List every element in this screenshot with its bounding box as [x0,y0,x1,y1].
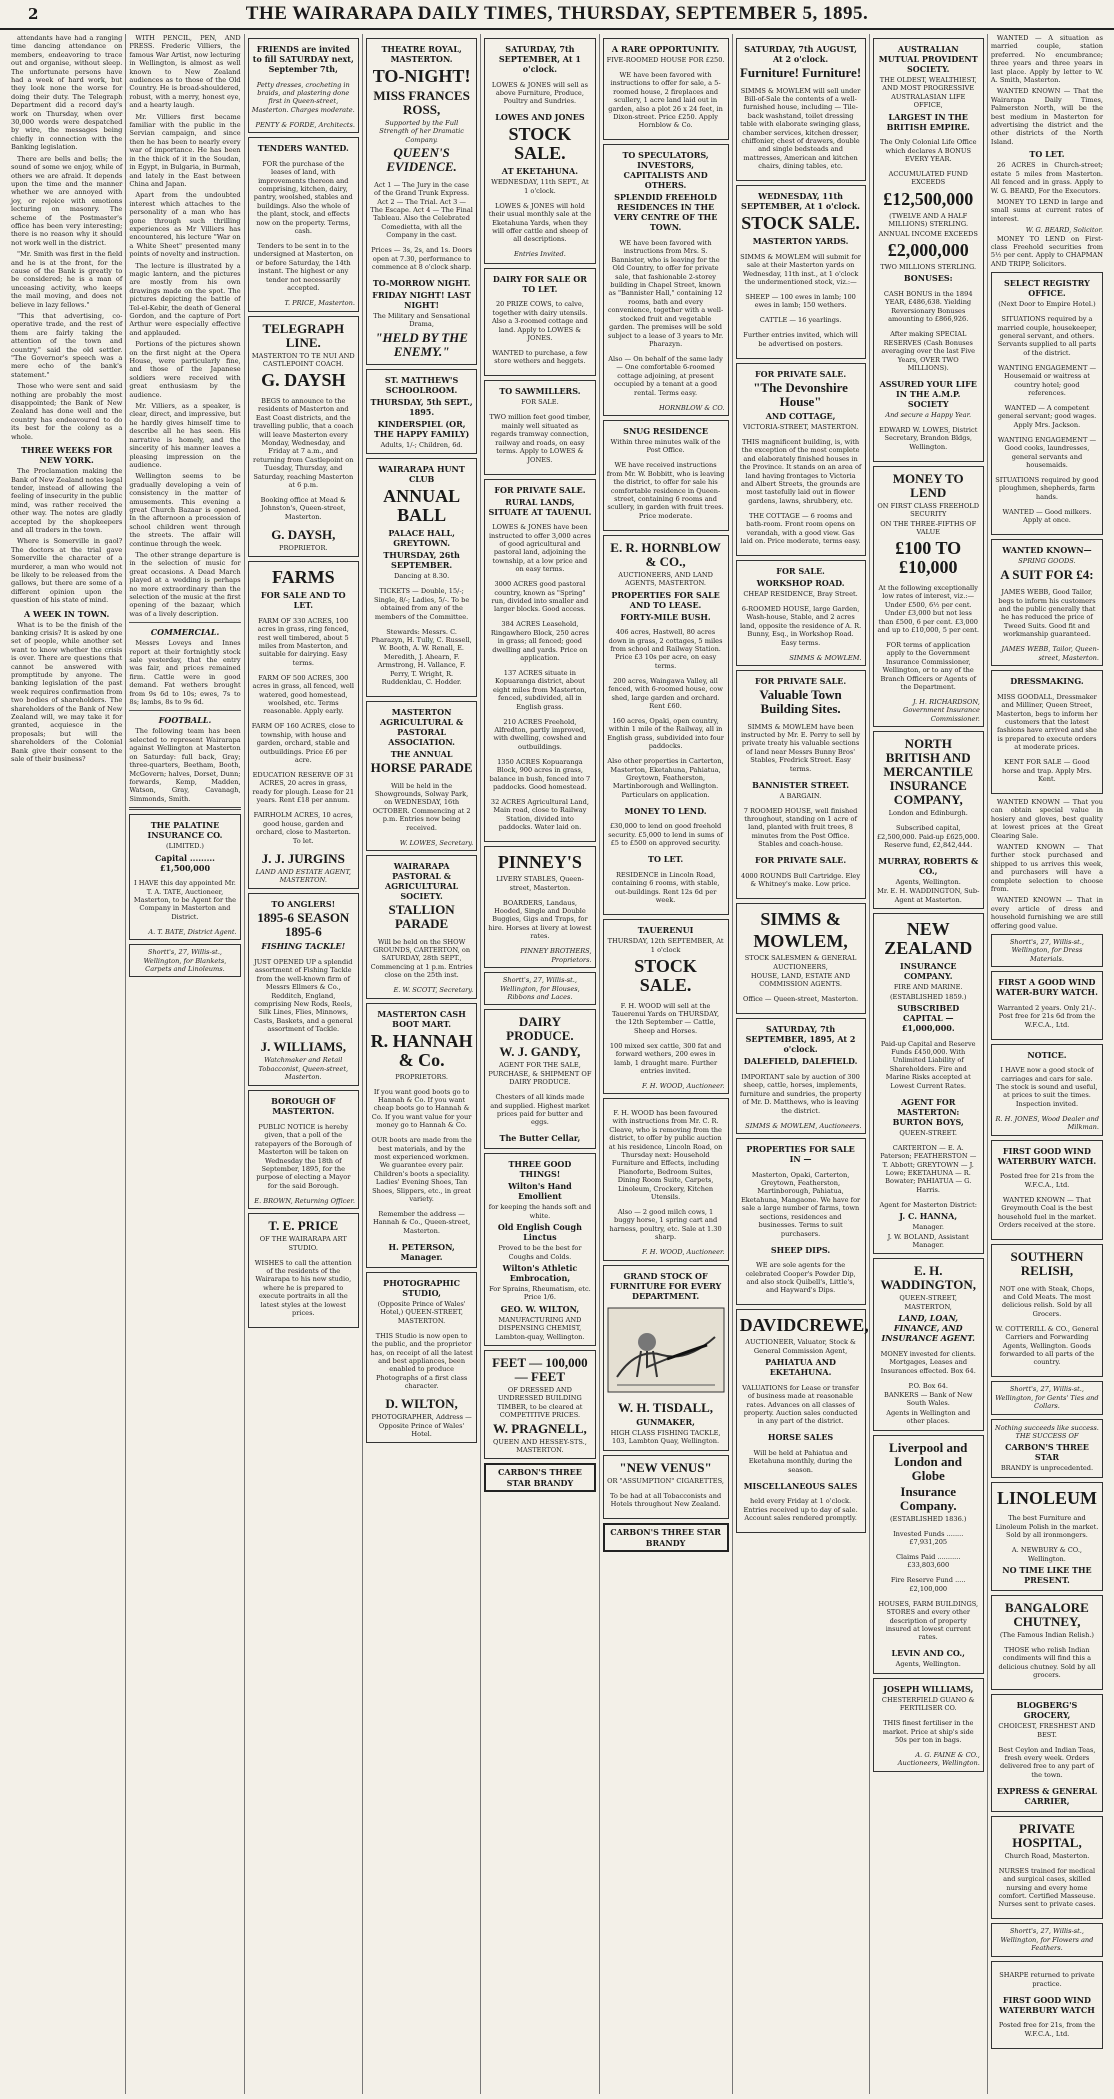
ad-waddington: E. H. WADDINGTON, QUEEN-STREET, MASTERTON, LAND, LOAN, FINANCE, AND INSURANCE AGENT. MONEY invested for clients. Mortgages, Leases and Insurances effected. Box 64. P.O. Box 64. BANKERS — Bank of New South Wales. Agents in Wellington and other places. [873,1258,984,1430]
ad-new-venus: "NEW VENUS" OR "ASSUMPTION" CIGARETTES, To be had at all Tobacconists and Hotels throughout New Zealand. [603,1455,729,1519]
ad-sawmillers: TO SAWMILLERS. FOR SALE. TWO million feet good timber, mainly well situated as regards tramway connection, railway and roads, on easy terms. Apply to LOWES & JONES. [484,380,595,474]
ad-simms-mowlem: SIMMS & MOWLEM, STOCK SALESMEN & GENERAL AUCTIONEERS, HOUSE, LAND, ESTATE AND COMMISSION AGENTS. Office — Queen-street, Masterton. [736,903,866,1014]
ad-photo-studio: PHOTOGRAPHIC STUDIO, (Opposite Prince of Wales' Hotel,) QUEEN-STREET, MASTERTON. THIS Studio is now open to the public, and the proprietor has, on receipt of all the latest and best appliances, been enabled to produce Photographs of a first class character. D. WILTON, PHOTOGRAPHER, Address — Opposite Prince of Wales' Hotel. [366,1272,477,1443]
article-paragraph: Mr. Villiers first became familiar with the public in the Servian campaign, and since then he has been to nearly every war of importance. He has been in the thick of it in the Soudan, in Egypt, in Bulgaria, in Burmah, and lately in the East between China and Japan. [129,112,241,188]
classifieds-wanted: WANTED KNOWN — That you can obtain special value in hosiery and gloves, best quality at lowest prices at the Great Clearing Sale. WANTED KNOWN — That further stock purchased and shipped to us arrives this week, and purchasers will have a complete selection to choose from. WANTED KNOWN — That in every article of dress and household furnishing we are still offering good value. [990,797,1104,930]
ad-devonshire-house: FOR PRIVATE SALE. "The Devonshire House" AND COTTAGE, VICTORIA-STREET, MASTERTON. THIS magnificent building, is, with the exception of the most complete and elaborately finished houses in the Province. It stands on an area of land having frontages to Victoria and Albert Streets, the grounds are most tastefully laid out in flower gardens, lawns, shrubbery, etc. THE COTTAGE — 6 rooms and bath-room. Front room opens on verandah, with a good view. Gas laid on. Price moderate, terms easy. [736,363,866,556]
column-1 [8,34,126,2094]
ad-amp-society: AUSTRALIAN MUTUAL PROVIDENT SOCIETY. THE OLDEST, WEALTHIEST, AND MOST PROGRESSIVE AUSTRALASIAN LIFE OFFICE, LARGEST IN THE BRITISH EMPIRE. The Only Colonial Life Office which declares A BONUS EVERY YEAR. ACCUMULATED FUND EXCEEDS £12,500,000 (TWELVE AND A HALF MILLIONS) STERLING. ANNUAL INCOME EXCEEDS £2,000,000 TWO MILLIONS STERLING. BONUSES: CASH BONUS in the 1894 YEAR, £486,638. Yielding Reversionary Bonuses amounting to £866,926. After making SPECIAL RESERVES (Cash Bonuses averaging over the last Five Years, OVER TWO MILLIONS). ASSURED YOUR LIFE IN THE A.M.P. SOCIETY And secure a Happy Year. EDWARD W. LOWES, District Secretary, Brandon Bldgs, Wellington. [873,38,984,462]
article-paragraph: Those who were sent and said nothing are probably the most disappointed; the Bank of New Zealand has done well and the country has endeavoured to do its best for the colony as a whole. [11,382,123,441]
article-paragraph: Messrs Loveys and Innes report at their fortnightly stock sale yesterday, that the entry was fair, and prices remained firm. Cattle were in good demand. Fat wethers brought from 9s 6d to 10s; ewes, 7s to 8s; lambs, 8s to 9s 6d. [129,639,241,707]
ad-stallion-parade: WAIRARAPA PASTORAL & AGRICULTURAL SOCIETY. STALLION PARADE Will be held on the SHOW GROUNDS, CARTERTON, on SATURDAY, 28th SEPT., Commencing at 1 p.m. Entries close on the 25th inst. E. W. SCOTT, Secretary. [366,855,477,999]
ad-carbons-brandy: CARBON'S THREE STAR BRANDY [603,1523,729,1552]
ad-waterbury-watch: FIRST A GOOD WIND WATER-BURY WATCH. Warranted 2 years. Only 21/-. Post free for 21s 6d from the W.F.C.A., Ltd. [991,971,1103,1039]
ad-bangalore-chutney: BANGALORE CHUTNEY, (The Famous Indian Relish.) THOSE who relish Indian condiments will find this a delicious chutney. Sold by all grocers. [991,1595,1103,1690]
ad-notice: NOTICE. I HAVE now a good stock of carriages and cars for sale. The stock is sound and useful, at prices to suit the times. Inspection invited. R. H. JONES, Wood Dealer and Milkman. [991,1044,1103,1136]
column-9 [988,34,1106,2094]
ad-telegraph-line: TELEGRAPH LINE. MASTERTON TO TE NUI AND CASTLEPOINT COACH. G. DAYSH BEGS to announce to the residents of Masterton and East Coast districts, and the travelling public, that a coach will leave Masterton every Monday, Wednesday, and Friday at 7 a.m., and returning from Castlepoint on Tuesday, Thursday, and Saturday, reaching Masterton at 6 p.m. Booking office at Mead & Johnston's, Queen-street, Masterton. G. DAYSH, PROPRIETOR. [248,316,359,558]
ad-boot-mart: MASTERTON CASH BOOT MART. R. HANNAH & Co. PROPRIETORS. If you want good boots go to Hannah & Co. If you want cheap boots go to Hannah & Co. If you want value for your money go to Hannah & Co. OUR boots are made from the best materials, and by the most experienced workmen. We guarantee every pair. Children's boots a speciality. Ladies' Evening Shoes, Tan Shoes, Slippers, etc., in great variety. Remember the address — Hannah & Co., Queen-street, Masterton. H. PETERSON, Manager. [366,1003,477,1268]
ad-private-hospital: PRIVATE HOSPITAL, Church Road, Masterton. NURSES trained for medical and surgical cases, skilled nursing and every home comfort. Certified Masseuse. Nurses sent to private cases. [991,1816,1103,1920]
ad-rural-lands: FOR PRIVATE SALE. RURAL LANDS, SITUATE AT TAUENUI. LOWES & JONES have been instructed to offer 3,000 acres of good agricultural and pastoral land, adjoining the township, at a low price and on easy terms. 3000 ACRES good pastoral country, known as "Spring" run, divided into smaller and larger blocks. Good access. 384 ACRES Leasehold, Ringawhero Block, 250 acres in grass; all fenced; good dwelling and yards. Price on application. 137 ACRES situate in Kopuaranga district, about eight miles from Masterton, fenced, subdivided, all in English grass. 210 ACRES Freehold, Alfredton, partly improved, with dwelling, cowshed and outbuildings. 1350 ACRES Kopuaranga Block, 900 acres in grass, balance in bush, fenced into 7 paddocks. Good homestead. 32 ACRES Agricultural Land, Main road, close to Railway Station, divided into paddocks. Water laid on. [484,479,595,843]
ad-price-studio: T. E. PRICE OF THE WAIRARAPA ART STUDIO. WISHES to call the attention of the residents of the Wairarapa to his new studio, where he is prepared to execute portraits in all the latest styles at the lowest prices. [248,1213,359,1328]
ad-new-zealand-insurance: NEW ZEALAND INSURANCE COMPANY. FIRE AND MARINE. (ESTABLISHED 1859.) SUBSCRIBED CAPITAL — £1,000,000. Paid-up Capital and Reserve Funds £450,000. With Unlimited Liability of Shareholders. Fire and Marine Risks accepted at Lowest Current Rates. AGENT FOR MASTERTON: BURTON BOYS, QUEEN-STREET. CARTERTON — E. A. Paterson; FEATHERSTON — T. Abbott; GREYTOWN — J. Lowe; EKETAHUNA — R. Bowater; PAHIATUA — G. Harris. Agent for Masterton District: J. C. HANNA, Manager. J. W. BOLAND, Assistant Manager. [873,913,984,1254]
ad-st-matthews: ST. MATTHEW'S SCHOOLROOM. THURSDAY, 5th SEPT., 1895. KINDERSPIEL (OR, THE HAPPY FAMILY) Adults, 1/-; Children, 6d. [366,369,477,454]
ad-wood-auction: F. H. WOOD has been favoured with instructions from Mr. C. R. Cleave, who is removing from the district, to offer by public auction at his residence, Lincoln Road, on Thursday next: Household Furniture and Effects, including Pianoforte, Bedroom Suites, Dining Room Suite, Carpets, Linoleum, Crockery, Kitchen Utensils. Also — 2 good milch cows, 1 buggy horse, 1 spring cart and harness, poultry, etc. Sale at 1.30 sharp. F. H. WOOD, Auctioneer. [603,1098,729,1260]
article-news [11,34,122,441]
ad-grocery: BLOGBERG'S GROCERY, CHOICEST, FRESHEST AND BEST. Best Ceylon and Indian Teas, fresh every week. Orders delivered free to any part of the town. EXPRESS & GENERAL CARRIER, [991,1694,1103,1812]
ad-waterbury-watch: FIRST GOOD WIND WATERBURY WATCH. Posted free for 21s from the W.F.C.A., Ltd. WANTED KNOWN — That Greymouth Coal is the best household fuel in the market. Orders received at the store. [991,1140,1103,1240]
ad-dressmaking: DRESSMAKING. MISS GOODALL, Dressmaker and Milliner, Queen Street, Masterton, begs to inform her customers that the latest fashions have arrived and she is prepared to execute orders at moderate prices. KENT FOR SALE — Good horse and trap. Apply Mrs. Kent. [991,670,1103,794]
columns [8,34,1106,2094]
ad-registry-office: SELECT REGISTRY OFFICE. (Next Door to Empire Hotel.) SITUATIONS required by a married couple, housekeeper, general servant, and others. Servants supplied to all parts of the district. WANTING ENGAGEMENT — Housemaid or waitress at country hotel; good references. WANTED — A competent general servant; good wages. Apply Mrs. Jackson. WANTING ENGAGEMENT — Good cooks, laundresses, general servants and housemaids. SITUATIONS required by good ploughmen, shepherds, farm hands. WANTED — Good milkers. Apply at once. [991,272,1103,535]
section-head-commercial: COMMERCIAL. [150,627,220,638]
article-paragraph: "Mr. Smith was first in the field and he is at the front, for the cause of the Bank is greatly to be considered; he is a man of unceasing activity, who keeps the mail moving, and does not believe in lazy fellows." [11,250,123,309]
ad-linoleum: LINOLEUM The best Furniture and Linoleum Polish in the market. Sold by all ironmongers. A. NEWBURY & CO., Wellington. NO TIME LIKE THE PRESENT. [991,1482,1103,1591]
section-head-football: FOOTBALL. [158,715,212,726]
ad-friends: FRIENDS are invited to fill SATURDAY next, September 7th, Petty dresses, crocheting in braids, and plastering done first in Queen-street, Masterton. Charges moderate. PENTY & FORDE, Architects. [248,38,359,133]
ad-tisdall-gunmaker: GRAND STOCK OF FURNITURE FOR EVERY DEPARTMENT. W. H. TISDALL, GUNMAKER, HIGH CLASS FISHING TACKLE, 103, Lambton Quay, Wellington. [603,1265,729,1451]
ad-wilton-chemist: THREE GOOD THINGS! Wilton's Hand Emollient for keeping the hands soft and white. Old English Cough Linctus Proved to be the best for Coughs and Colds. Wilton's Athletic Embrocation, For Sprains, Rheumatism, etc. Price 1/6. GEO. W. WILTON, MANUFACTURING AND DISPENSING CHEMIST, Lambton-quay, Wellington. [484,1153,595,1346]
ad-borough: BOROUGH OF MASTERTON. PUBLIC NOTICE is hereby given, that a poll of the ratepayers of the Borough of Masterton will be taken on Wednesday the 18th of September, 1895, for the purpose of electing a Mayor for the said Borough. E. BROWN, Returning Officer. [248,1090,359,1209]
ad-shortts: Shortt's, 27, Willis-st., Wellington, for Blankets, Carpets and Linoleums. [129,944,240,977]
ad-shortts: Shortt's, 27, Willis-st., Wellington, for Dress Materials. [991,934,1103,967]
ad-guano: JOSEPH WILLIAMS, CHESTERFIELD GUANO & FERTILISER CO. THIS finest fertiliser in the market. Price at ship's side 50s per ton in bags. A. G. FAINE & CO., Auctioneers, Wellington. [873,1678,984,1772]
article-paragraph: The lecture is illustrated by a magic lantern, and the pictures are mostly from his own drawings made on the spot. The pictures depicting the battle of Tel-el-Kebir, the death of General Gordon, and the capture of Port Arthur were especially effective and applauded. [129,261,241,337]
column-2 [126,34,244,2094]
ad-hunt-club-ball: WAIRARAPA HUNT CLUB ANNUAL BALL PALACE HALL, GREYTOWN. THURSDAY, 26th SEPTEMBER. Dancing at 8.30. TICKETS — Double, 15/-; Single, 8/-; Ladies, 5/-. To be obtained from any of the members of the Committee. Stewards: Messrs. C. Pharazyn, H. Tully, C. Russell, W. Booth, A. W. Renall, E. Meredith, J. Ahearn, F. Armstrong, H. Vallance, F. Perry, T. Wright, R. Ruddenklau, C. Hodder. [366,458,477,697]
article-paragraph: There are bells and bells; the sound of some we enjoy, while of others we are afraid. It depends upon the time and the manner whether we are annoyed with joy, or rejoice with emotions lecturing on masonry. The scheme of the Postmaster's office has been very interesting; there is no reason why it should not work well in the district. [11,154,123,247]
ad-shortts: Shortt's, 27, Willis-st., Wellington, for Blouses, Ribbons and Laces. [484,972,595,1005]
ad-carbons-brandy: Nothing succeeds like success. THE SUCCESS OF CARBON'S THREE STAR BRANDY is unprecedented. [991,1419,1103,1478]
article-subhead: A WEEK IN TOWN. [24,608,110,619]
article-paragraph: attendants have had a ranging time dancing attendance on members, endeavoring to trace out and organise, without sleep. The unfortunate persons have had a week of hard work, but they look none the worse for doing their duty. The Telegraph Department did a record day's work on Thursday, when over 30,000 words were despatched by wire, the messages being chiefly in connection with the Banking legislation. [11,34,123,152]
classifieds: WANTED — A situation as married couple, station preferred. No encumbrance; three years and three years in last place. Apply by letter to W. A. Smith, Masterton. WANTED KNOWN — That the Wairarapa Daily Times, Palmerston North, will be the best medium in Masterton for advertising the district and the other districts of the North Island. TO LET. 26 ACRES in Church-street; estate 5 miles from Masterton. All fenced and in grass. Apply to W. G. BEARD, For the Executors. MONEY TO LEND in large and small sums at current rates of interest. W. G. BEARD, Solicitor. MONEY TO LEND on First-class Freehold securities from 5½ per cent. Apply to CHAPMAN AND TRIPP, Solicitors. [990,34,1104,268]
ad-pinneys-livery: PINNEY'S LIVERY STABLES, Queen-street, Masterton. BOARDERS, Landaus, Hooded, Single and Double Buggies, Gigs and Traps, for hire. Horses at livery at lowest rates. PINNEY BROTHERS, Proprietors. [484,846,595,968]
column-5 [481,34,599,2094]
ad-splendid-residences: TO SPECULATORS, INVESTORS, CAPITALISTS AND OTHERS. SPLENDID FREEHOLD RESIDENCES IN THE VERY CENTRE OF THE TOWN. WE have been favored with instructions from Mrs. S. Bannister, who is leaving for the Old Country, to offer for private sale, that fashionable 2-storey building in Chapel Street, known as "Bannister Hall," containing 12 rooms, bath and every convenience, together with a well-stocked fruit and vegetable garden. The premises will be sold subject to a lease of 3 years to Mr. Pharazyn. Also — On behalf of the same lady — One comfortable 6-roomed cottage adjoining, at present occupied by a tenant at a good rental. Terms easy. HORNBLOW & CO. [603,144,729,416]
ad-dalefield-sale: SATURDAY, 7th SEPTEMBER, 1895, At 2 o'clock. DALEFIELD, DALEFIELD. IMPORTANT sale by auction of 300 sheep, cattle, horses, implements, furniture and sundries, the property of Mr. D. Matthews, who is leaving the district. SIMMS & MOWLEM, Auctioneers. [736,1018,866,1134]
column-6 [600,34,733,2094]
masthead [0,0,1114,30]
ad-theatre-royal: THEATRE ROYAL, MASTERTON. TO-NIGHT! MISS FRANCES ROSS, Supported by the Full Strength of her Dramatic Company. QUEEN'S EVIDENCE. Act 1 — The Jury in the case of the Grand Trunk Express. Act 2 — The Trial. Act 3 — The Escape. Act 4 — The Final Tableau. Also the Celebrated Comedietta, with all the Company in the cast. Prices — 3s, 2s, and 1s. Doors open at 7.30, performance to commence at 8 o'clock sharp. TO-MORROW NIGHT. FRIDAY NIGHT! LAST NIGHT! The Military and Sensational Drama, "HELD BY THE ENEMY." [366,38,477,365]
ad-tenders: TENDERS WANTED. FOR the purchase of the leases of land, with improvements thereon and comprising, kitchen, dairy, pantry, woolshed, stables and buildings. Also the whole of the plant, stock, and effects now on the property. Terms, cash. Tenders to be sent in to the undersigned at Masterton, on or before Saturday, the 14th instant. The highest or any tender not necessarily accepted. T. PRICE, Masterton. [248,137,359,311]
ad-properties: PROPERTIES FOR SALE IN — Masterton, Opaki, Carterton, Greytown, Featherston, Martinborough, Pahiatua, Eketahuna, Mangaone. We have for sale a large number of farms, town sections, residences and businesses. Terms to suit purchasers. SHEEP DIPS. WE are sole agents for the celebrated Cooper's Powder Dip, and also stock Quibell's, Little's, and Hayward's Dips. [736,1138,866,1305]
ad-waterbury-watch: SHARPE returned to private practice. FIRST GOOD WIND WATERBURY WATCH Posted free for 21s, from the W.F.C.A., Ltd. [991,1961,1103,2049]
ad-timber: FEET — 100,000 — FEET OF DRESSED AND UNDRESSED BUILDING TIMBER, to be cleared at COMPETITIVE PRICES. W. PRAGNELL, QUEEN AND HESSEY-STS., MASTERTON. [484,1350,595,1459]
ad-carbons-brandy: CARBON'S THREE STAR BRANDY [484,1463,595,1492]
article-subhead: THREE WEEKS FOR NEW YORK. [21,445,113,466]
ad-hornblow-co: E. R. HORNBLOW & CO., AUCTIONEERS, AND LAND AGENTS, MASTERTON. PROPERTIES FOR SALE AND TO LEASE. FORTY-MILE BUSH. 406 acres, Hastwell, 80 acres down in grass, 2 cottages, 5 miles from school and Railway Station. Price £3 10s per acre, on easy terms. 200 acres, Waingawa Valley, all fenced, with 6-roomed house, cow shed, large garden and orchard. Rent £60. 160 acres, Opaki, open country, within 1 mile of the Railway, all in English grass, subdivided into four paddocks. Also other properties in Carterton, Masterton, Eketahuna, Pahiatua, Greytown, Featherston, Martinborough and Wellington. Particulars on application. MONEY TO LEND. £30,000 to lend on good freehold security. £5,000 to lend in sums of £5 to £500 on approved security. TO LET. RESIDENCE in Lincoln Road, containing 6 rooms, with stable, out-buildings. Rent 12s 6d per week. [603,535,729,915]
article-paragraph: The other strange departure is in the selection of music for great occasions. A Dead March played at a wedding is perhaps no more extraordinary than the selection of the music at the first opening of the bazaar, which was of a lively description. [129,550,241,618]
ad-palatine-insurance: THE PALATINE INSURANCE CO. (LIMITED.) Capital ......... £1,500,000 I HAVE this day appointed Mr. T. A. TATE, Auctioneer, Masterton, to be Agent for the Company in Masterton and District. A. T. BATE, District Agent. [129,814,240,940]
ad-furniture-sale: SATURDAY, 7th AUGUST, At 2 o'clock. Furniture! Furniture! SIMMS & MOWLEM will sell under Bill-of-Sale the contents of a well-furnished house, including — Tile-back washstand, toilet dressing table with elaborate swinging glass, chamber services, kitchen dresser, chiffonier, chest of drawers, double and single bedsteads and mattresses, American and kitchen chairs, dining tables, etc. [736,38,866,181]
article-paragraph: The Proclamation making the Bank of New Zealand notes legal tender, instead of allowing the feeling of insecurity in the public mind, was rather received the other way. The notes are gladly accepted by the shopkeepers and all traders in the town. [11,467,123,534]
ad-fishing-tackle: TO ANGLERS! 1895-6 SEASON 1895-6 FISHING TACKLE! JUST OPENED UP a splendid assortment of Fishing Tackle from the well-known firm of Messrs Ellmers & Co., Redditch, England, comprising New Rods, Reels, Silk Lines, Flies, Minnows, Casts, Baskets, and a general assortment of Tackle. J. WILLIAMS, Watchmaker and Retail Tobacconist, Queen-street, Masterton. [248,893,359,1086]
ad-farms: FARMS FOR SALE AND TO LET. FARM OF 330 ACRES, 100 acres in grass, ring fenced, rest well timbered, about 5 miles from Masterton, and suitable for dairying. Easy terms. FARM OF 500 ACRES, 300 acres in grass, all fenced, well watered, good homestead, woolshed, etc. Terms reasonable. Apply early. FARM OF 160 ACRES, close to township, with house and garden, orchard, stable and outbuildings. Price £6 per acre. EDUCATION RESERVE OF 31 ACRES, 20 acres in grass, ready for plough. Lease for 21 years. Rent £18 per annum. FAIRHOLM ACRES, 10 acres, good house, garden and orchard, close to Masterton. To let. J. J. JURGINS LAND AND ESTATE AGENT, MASTERTON. [248,561,359,889]
article-paragraph: "This that advertising, co-operative trade, and the rest of them are fairly taking the attention of the town and country," said the old settler. "The Governor's speech was a mere echo of the bank's statement." [11,312,123,379]
ad-dairy-for-sale: DAIRY FOR SALE OR TO LET. 20 PRIZE COWS, to calve, together with dairy utensils. Also a 3-roomed cottage and land. Apply to LOWES & JONES. WANTED to purchase, a few store wethers and heggets. [484,268,595,377]
ad-southern-relish: SOUTHERN RELISH, NOT one with Steak, Chops, and Cold Meats. The most delicious relish. Sold by all Grocers. W. COTTERILL & CO., General Carriers and Forwarding Agents, Wellington. Goods forwarded to all parts of the country. [991,1244,1103,1377]
ad-liverpool-globe: Liverpool and London and Globe Insurance Company. (ESTABLISHED 1836.) Invested Funds ........ £7,931,205 Claims Paid ........... £33,803,600 Fire Reserve Fund ..... £2,100,000 HOUSES, FARM BUILDINGS, STORES and every other description of property insured at lowest current rates. LEVIN AND CO., Agents, Wellington. [873,1435,984,1674]
ad-lowes-jones-sale: SATURDAY, 7th SEPTEMBER, At 1 o'clock. LOWES & JONES will sell as above Furniture, Produce, Poultry and Sundries. LOWES AND JONES STOCK SALE. AT EKETAHUNA. WEDNESDAY, 11th SEPT., At 1 o'clock. LOWES & JONES will hold their usual monthly sale at the Eketahuna Yards, when they will offer cattle and sheep of all descriptions. Entries Invited. [484,38,595,264]
gunmaker-illustration [607,1307,725,1393]
column-3 [245,34,363,2094]
ad-snug-residence: SNUG RESIDENCE Within three minutes walk of the Post Office. WE have received instructions from Mr. W. Bobbitt, who is leaving the district, to offer for sale his comfortable residence in Queen-street, containing 6 rooms and scullery, in garden with fruit trees. Price moderate. [603,420,729,531]
article-paragraph: Where is Somerville in gaol? The doctors at the trial gave Somerville the character of a murderer, a man who would not be likely to be released from the gallows, but there are some of a different opinion upon the question of his state of mind. [11,537,123,605]
article-paragraph: The following team has been selected to represent Wairarapa against Wellington at Masterton on Saturday: full back, Gray; three-quarters, Beetham, Booth, McGovern; halves, Dorset, Dunn; forwards, Kemp, Madden, Watson, Gray, Cavanagh, Simmonds, Smith. [129,727,241,803]
article-paragraph: What is to be the finish of the banking crisis? It is asked by one set of people, while another set want to know whether the crisis is over. There are questions that cannot be answered with promptitude by anyone. The banking legislation of the past week requires confirmation from two bodies of shareholders. The shareholders of the Bank of New Zealand will, we may take it for granted, acquiesce in the proposals; but will the shareholders of the Colonial Bank give their consent to the sale of their business? [11,620,123,764]
column-8 [870,34,988,2094]
column-4 [363,34,481,2094]
article-paragraph: Portions of the pictures shown on the first night at the Opera House, were particularly fine, and those of the Japanese soldiers were received with great enthusiasm by the audience. [129,340,241,399]
ad-shortts: Shortt's, 27, Willis-st., Wellington, for Flowers and Feathers. [991,1923,1103,1956]
newspaper-title: THE WAIRARAPA DAILY TIMES, THURSDAY, SEPTEMBER 5, 1895. [245,3,869,24]
ad-masterton-stock-sale: WEDNESDAY, 11th SEPTEMBER, At 1 o'clock. STOCK SALE. MASTERTON YARDS. SIMMS & MOWLEM will submit for sale at their Masterton yards on Wednesday, 11th inst., at 1 o'clock the undermentioned stock, viz.:— SHEEP — 100 ewes in lamb; 100 ewes in lamb; 150 wethers. CATTLE — 16 yearlings. Further entries invited, which will be advertised on posters. [736,185,866,359]
ad-shortts: Shortt's, 27, Willis-st., Wellington, for Gents' Ties and Collars. [991,1381,1103,1414]
ad-building-sites: FOR PRIVATE SALE. Valuable Town Building Sites. SIMMS & MOWLEM have been instructed by Mr. E. Perry to sell by private treaty his valuable sections of land near Messrs Bunny Bros' Stables, Fredrick Street. Easy terms. BANNISTER STREET. A BARGAIN. 7 ROOMED HOUSE, well finished throughout, standing on 1 acre of land, planted with fruit trees, 8 minutes from the Post Office. Stables and coach-house. FOR PRIVATE SALE. 4000 ROUNDS Bull Cartridge. Eley & Whitney's make. Low price. [736,670,866,899]
article-paragraph: Wellington seems to be gradually developing a vein of consistency in the matter of amusements. This evening a great Church Bazaar is opened. In the afternoon a procession of school children went through the streets. The affair will continue through the week. [129,472,241,548]
column-7 [733,34,870,2094]
ad-workshop-road: FOR SALE. WORKSHOP ROAD. CHEAP RESIDENCE, Bray Street. 6-ROOMED HOUSE, large Garden, Wash-house, Stable, and 2 acres land, opposite the residence of A. R. Bunny, Esq., in Workshop Road. Easy terms. SIMMS & MOWLEM. [736,560,866,666]
ad-dairy-produce: DAIRY PRODUCE. W. J. GANDY, AGENT FOR THE SALE, PURCHASE, & SHIPMENT OF DAIRY PRODUCE. Chesters of all kinds made and supplied. Highest market prices paid for butter and eggs. The Butter Cellar, [484,1009,595,1149]
ad-north-british: NORTH BRITISH AND MERCANTILE INSURANCE COMPANY, London and Edinburgh. Subscribed capital, £2,500,000. Paid-up £625,000. Reserve fund, £2,842,444. MURRAY, ROBERTS & CO., Agents, Wellington. Mr. E. H. WADDINGTON, Sub-Agent at Masterton. [873,731,984,909]
article-paragraph: WITH PENCIL, PEN, AND PRESS. Frederic Villiers, the famous War Artist, now lecturing in Wellington, is almost as well known to New Zealand audiences as to those of the Old Country. He is broad-shouldered, robust, with a merry, honest eye, and a hearty laugh. [129,34,241,110]
ad-horse-parade: MASTERTON AGRICULTURAL & PASTORAL ASSOCIATION. THE ANNUAL HORSE PARADE Will be held in the Showgrounds, Solway Park, on WEDNESDAY, 16th OCTOBER. Commencing at 2 p.m. Entries now being received. W. LOWES, Secretary. [366,701,477,851]
ad-money-to-lend: MONEY TO LEND ON FIRST CLASS FREEHOLD SECURITY ON THE THREE-FIFTHS OF VALUE £100 TO £10,000 At the following exceptionally low rates of interest, viz.:— Under £500, 6½ per cent. Under £3,000 but not less than £500, 6 per cent. £3,000 and up to £10,000, 5 per cent. FOR terms of application apply to the Government Insurance Commissioner, Wellington, or to any of the Branch Officers or Agents of the Department. J. H. RICHARDSON, Government Insurance Commissioner. [873,466,984,728]
ad-james-webb-tailor: WANTED KNOWN— SPRING GOODS. A SUIT FOR £4: JAMES WEBB, Good Tailor, begs to inform his customers and the public generally that he has reduced the price of Tweed Suits. Good fit and workmanship guaranteed. JAMES WEBB, Tailor, Queen-street, Masterton. [991,539,1103,666]
article-paragraph: Mr. Villiers, as a speaker, is clear, direct, and impressive, but he hardly gives himself time to describe all he has seen. His narrative is homely, and the sincerity of his manner leaves a pleasing impression on the audience. [129,402,241,469]
ad-rare-opportunity: A RARE OPPORTUNITY. FIVE-ROOMED HOUSE FOR £250. WE have been favored with instructions to offer for sale, a 5-roomed house, 2 fireplaces and scullery, 1 acre land laid out in garden, also a plot 26 x 24 feet, in Dixon-street. Price £250. Apply Hornblow & Co. [603,38,729,140]
page-number: 2 [28,5,39,23]
article-villiers [129,34,240,618]
ad-tauerenui-stock-sale: TAUERENUI THURSDAY, 12th SEPTEMBER, At 1 o'clock STOCK SALE. F. H. WOOD will sell at the Tauerenui Yards on THURSDAY, the 12th September — Cattle, Sheep and Horses. 100 mixed sex cattle, 300 fat and forward wethers, 200 ewes in lamb, 1 draught mare. Further entries invited. F. H. WOOD, Auctioneer. [603,919,729,1094]
ad-davidcrewe: DAVIDCREWE, AUCTIONEER, Valuator, Stock & General Commission Agent, PAHIATUA AND EKETAHUNA. VALUATIONS for Lease or transfer of business made at reasonable rates. Advances on all classes of property. Auction sales conducted in any part of the district. HORSE SALES Will be held at Pahiatua and Eketahuna monthly, during the season. MISCELLANEOUS SALES held every Friday at 1 o'clock. Entries received up to day of sale. Account sales rendered promptly. [736,1309,866,1533]
article-paragraph: Apart from the undoubted interest which attaches to the personality of a man who has gone through such thrilling experiences as Mr Villiers has encountered, his lecture "War on a White Sheet" presented many points of novelty and instruction. [129,191,241,259]
